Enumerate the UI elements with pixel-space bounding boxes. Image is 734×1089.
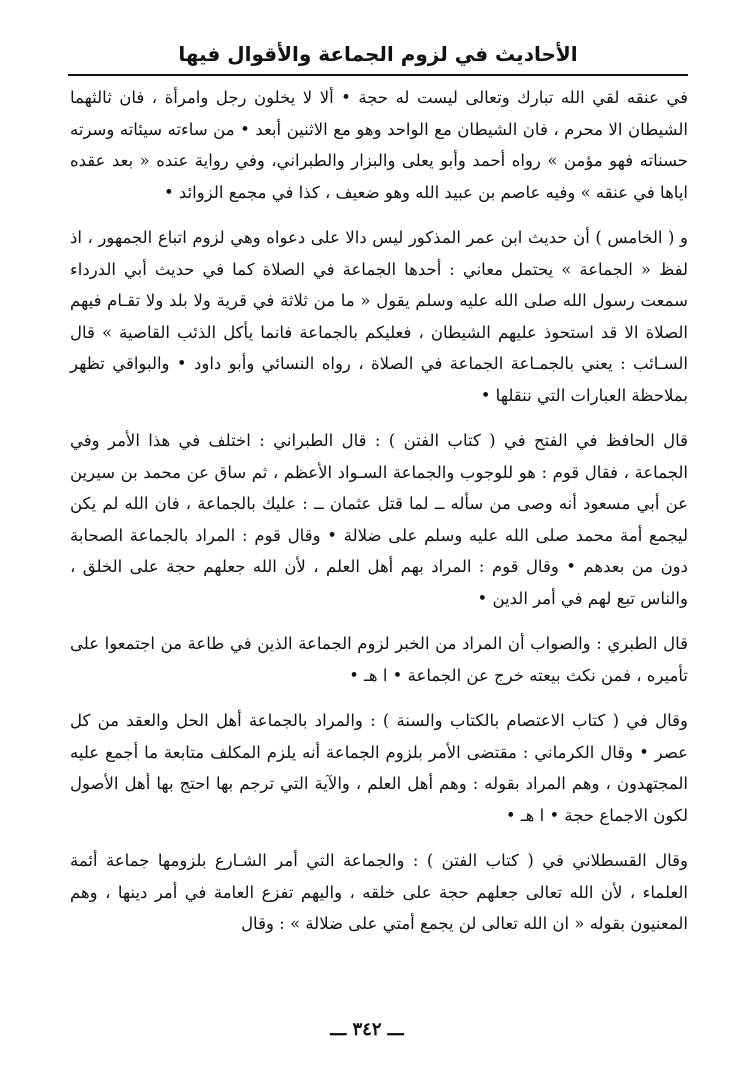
paragraph-3: قال الحافظ في الفتح في ( كتاب الفتن ) : قال الطبراني : اختلف في هذا الأمر وفي الجماعة ، فقال قوم : هو للوجوب والجماعة السـواد الأعظم ، ثم ساق عن محمد بن سيرين عن أبي مسعود أنه وصى من سأله ــ لما قتل عثمان ــ : عليك بالجماعة ، فان الله لم يكن ليجمع أمة محمد صلى الله عليه وسلم على ضلالة • وقال قوم : المراد بالجماعة الصحابة دون من بعدهم • وقال قوم : المراد بهم أهل العلم ، لأن الله جعلهم حجة على الخلق ، والناس تبع لهم في أمر الدين • [70, 431, 688, 608]
page-number: ـــ ٣٤٢ ـــ [330, 1019, 404, 1040]
running-header-title: الأحاديث في لزوم الجماعة والأقوال فيها [178, 42, 578, 66]
paragraph-1: في عنقه لقي الله تبارك وتعالى ليست له حجة • ألا لا يخلون رجل وامرأة ، فان ثالثهما الشيطان الا محرم ، فان الشيطان مع الواحد وهو مع الاثنين أبعد • من ساءته سيئاته وسرته حسناته فهو مؤمن » رواه أحمد وأبو يعلى والبزار والطبراني، وفي رواية عنده « بعد عقده اياها في عنقه » وفيه عاصم بن عبيد الله وهو ضعيف ، كذا في مجمع الزوائد • [70, 88, 688, 202]
paragraph-6: وقال القسطلاني في ( كتاب الفتن ) : والجماعة التي أمر الشـارع بلزومها جماعة أئمة العلماء ، لأن الله تعالى جعلهم حجة على خلقه ، واليهم تفزع العامة في أمر دينها ، وهم المعنيون بقوله « ان الله تعالى لن يجمع أمتي على ضلالة » : وقال [70, 851, 688, 933]
paragraph-5: وقال في ( كتاب الاعتصام بالكتاب والسنة ) : والمراد بالجماعة أهل الحل والعقد من كل عصر • وقال الكرماني : مقتضى الأمر بلزوم الجماعة أنه يلزم المكلف متابعة ما أجمع عليه المجتهدون ، وهم المراد بقوله : وهم أهل العلم ، والآية التي ترجم بها احتج بها أهل الأصول لكون الاجماع حجة • ا هـ • [70, 711, 688, 825]
header-rule [68, 74, 688, 76]
paragraph-2: و ( الخامس ) أن حديث ابن عمر المذكور ليس دالا على دعواه وهي لزوم اتباع الجمهور ، اذ لفظ « الجماعة » يحتمل معاني : أحدها الجماعة في الصلاة كما في حديث أبي الدرداء سمعت رسول الله صلى الله عليه وسلم يقول « ما من ثلاثة في قرية ولا بلد ولا تقـام فيهم الصلاة الا قد استحوذ عليهم الشيطان ، فعليكم بالجماعة فانما يأكل الذئب القاصية » قال السـائب : يعني بالجمـاعة الجماعة في الصلاة ، رواه النسائي وأبو داود • والبواقي تظهر بملاحظة العبارات التي ننقلها • [70, 228, 688, 405]
page-body [70, 82, 688, 940]
paragraph-4: قال الطبري : والصواب أن المراد من الخبر لزوم الجماعة الذين في طاعة من اجتمعوا على تأميره ، فمن نكث بيعته خرج عن الجماعة • ا هـ • [70, 634, 688, 685]
